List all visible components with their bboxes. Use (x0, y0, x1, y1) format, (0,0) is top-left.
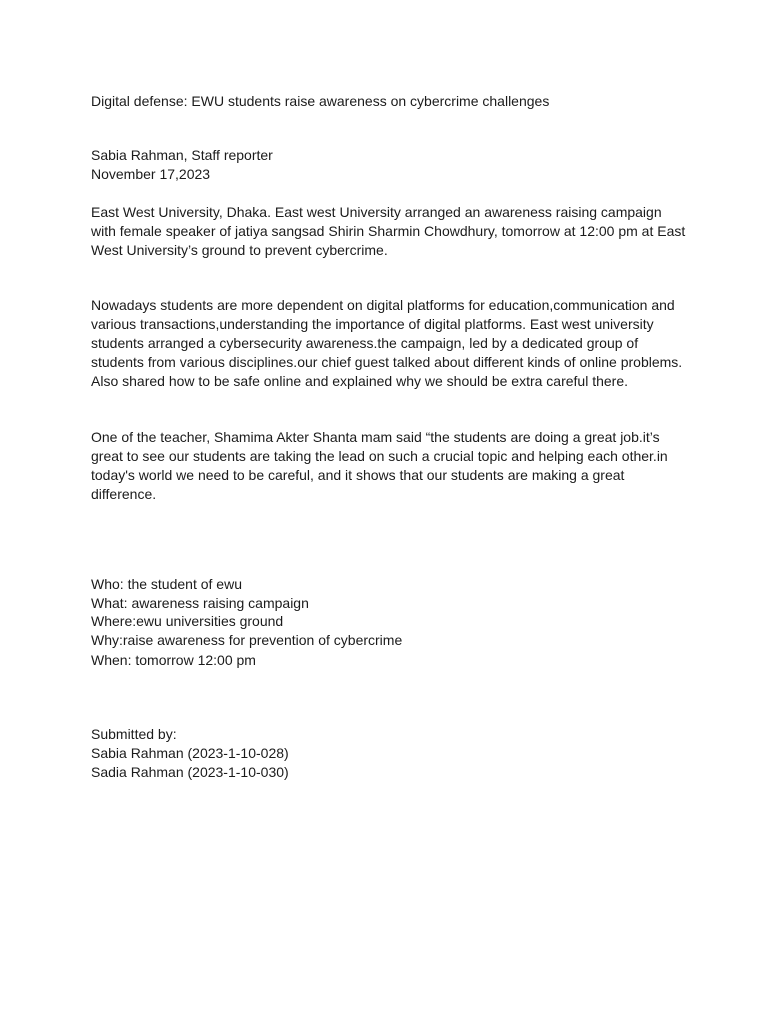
paragraph-line: students from various disciplines.our chief guest talked about different kinds of online problems. (91, 354, 683, 370)
paragraph-line: East West University, Dhaka. East west University arranged an awareness raising campaign (91, 204, 662, 220)
summary-where: Where:ewu universities ground (91, 613, 284, 629)
document-title: Digital defense: EWU students raise awareness on cybercrime challenges (91, 93, 550, 109)
summary-who: Who: the student of ewu (91, 576, 242, 592)
paragraph-line: One of the teacher, Shamima Akter Shanta mam said “the students are doing a great job.it’s (91, 429, 660, 445)
paragraph-line: students arranged a cybersecurity awareness.the campaign, led by a dedicated group of (91, 335, 639, 351)
paragraph-line: great to see our students are taking the lead on such a crucial topic and helping each other.in (91, 448, 668, 464)
paragraph-line: Also shared how to be safe online and explained why we should be extra careful there. (91, 373, 629, 389)
paragraph-line: West University’s ground to prevent cybercrime. (91, 242, 388, 258)
submitted-by-label: Submitted by: (91, 726, 177, 742)
paragraph-line: with female speaker of jatiya sangsad Shirin Sharmin Chowdhury, tomorrow at 12:00 pm at East (91, 223, 686, 239)
submitter-name: Sadia Rahman (2023-1-10-030) (91, 764, 289, 780)
summary-why: Why:raise awareness for prevention of cybercrime (91, 632, 403, 648)
paragraph-line: Nowadays students are more dependent on digital platforms for education,communication and (91, 297, 675, 313)
submitter-name: Sabia Rahman (2023-1-10-028) (91, 745, 289, 761)
byline: Sabia Rahman, Staff reporter (91, 147, 273, 163)
paragraph-line: various transactions,understanding the importance of digital platforms. East west university (91, 316, 654, 332)
summary-when: When: tomorrow 12:00 pm (91, 652, 256, 668)
paragraph-line: today's world we need to be careful, and it shows that our students are making a great (91, 467, 625, 483)
summary-what: What: awareness raising campaign (91, 595, 309, 611)
paragraph-line: difference. (91, 486, 157, 502)
publish-date: November 17,2023 (91, 166, 211, 182)
